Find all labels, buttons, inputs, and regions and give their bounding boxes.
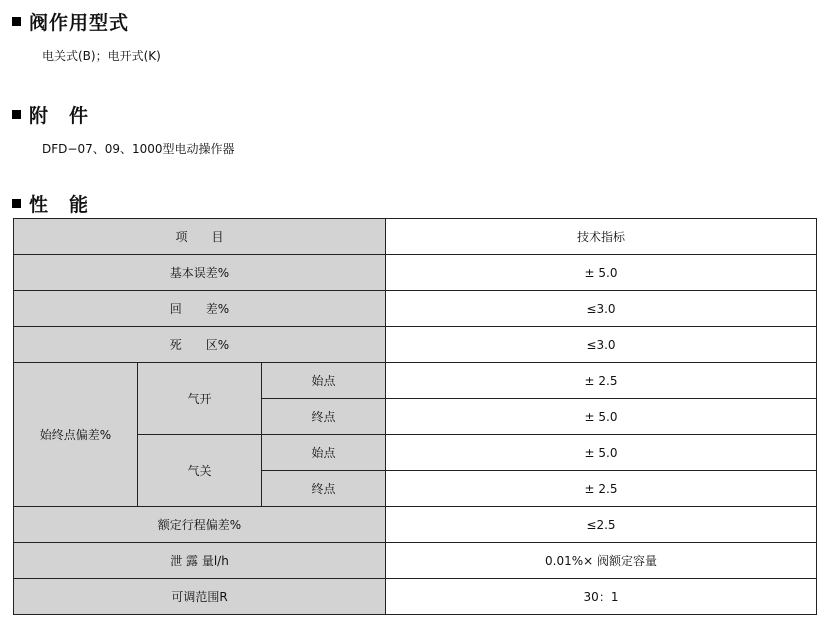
square-bullet-icon: [12, 199, 21, 208]
square-bullet-icon: [12, 110, 21, 119]
air-close-start-label: 始点: [262, 435, 386, 471]
table-row: [14, 327, 817, 363]
rated-stroke-label: 额定行程偏差%: [14, 507, 386, 543]
square-bullet-icon: [12, 17, 21, 26]
header-item-cell: 项 目: [14, 219, 386, 255]
leakage-value: 0.01%× 阀额定容量: [386, 543, 817, 579]
section-title: 性 能: [29, 194, 90, 216]
table-row: [14, 579, 817, 615]
endpoint-deviation-label: 始终点偏差%: [14, 363, 138, 507]
air-open-start-value: ± 2.5: [386, 363, 817, 399]
accessory-text: DFD−07、09、1000型电动操作器: [42, 142, 235, 156]
range-value: 30：1: [386, 579, 817, 615]
header-spec-cell: 技术指标: [386, 219, 817, 255]
performance-table: [13, 218, 817, 615]
air-close-end-value: ± 2.5: [386, 471, 817, 507]
section-heading-accessory: [12, 101, 89, 128]
air-open-end-label: 终点: [262, 399, 386, 435]
air-open-start-label: 始点: [262, 363, 386, 399]
air-open-end-value: ± 5.0: [386, 399, 817, 435]
hysteresis-label: 回 差%: [14, 291, 386, 327]
air-close-label: 气关: [138, 435, 262, 507]
section-title: 附 件: [29, 105, 90, 127]
dead-zone-value: ≤3.0: [386, 327, 817, 363]
table-row: [14, 363, 817, 399]
section-heading-valve-type: [12, 8, 129, 35]
air-close-start-value: ± 5.0: [386, 435, 817, 471]
hysteresis-value: ≤3.0: [386, 291, 817, 327]
rated-stroke-value: ≤2.5: [386, 507, 817, 543]
leakage-label: 泄 露 量l/h: [14, 543, 386, 579]
table-row: [14, 219, 817, 255]
basic-error-value: ± 5.0: [386, 255, 817, 291]
table-row: [14, 255, 817, 291]
basic-error-label: 基本误差%: [14, 255, 386, 291]
table-row: [14, 543, 817, 579]
air-open-label: 气开: [138, 363, 262, 435]
table-row: [14, 507, 817, 543]
valve-type-text: 电关式(B)；电开式(K): [42, 49, 161, 63]
table-row: [14, 291, 817, 327]
range-label: 可调范围R: [14, 579, 386, 615]
dead-zone-label: 死 区%: [14, 327, 386, 363]
section-heading-performance: [12, 190, 89, 217]
section-title: 阀作用型式: [29, 12, 130, 34]
air-close-end-label: 终点: [262, 471, 386, 507]
